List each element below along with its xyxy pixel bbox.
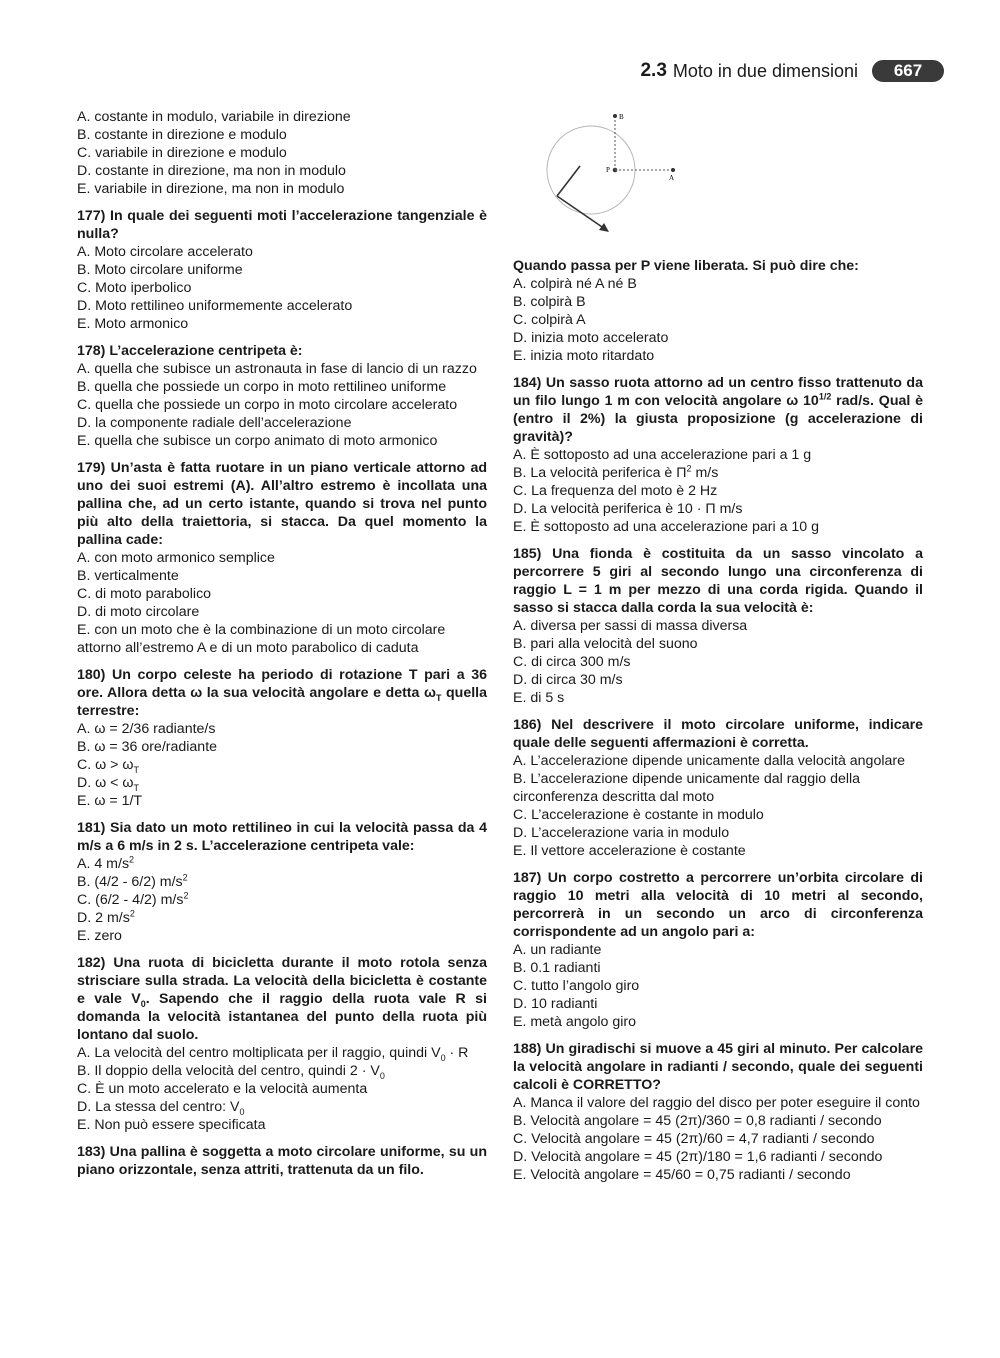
option: E. quella che subisce un corpo animato di moto armonico [77,433,438,449]
question-text: 188) Un giradischi si muove a 45 giri al minuto. Per calcolare la velocità angolare in radianti / secondo, quale dei seguenti calcoli è CORRETTO? [513,1041,923,1093]
option: A. 4 $m/s^2$ [77,854,135,872]
option: B. quella che possiede un corpo in moto rettilineo uniforme [77,379,447,395]
option: C. L’accelerazione è costante in modulo [513,807,764,823]
option: E. Velocità angolare = 45/60 = 0,75 radianti / secondo [513,1167,851,1183]
option: C. (6/2 - 4/2) $m/s^2$ [77,890,189,908]
question-text: 182) Una ruota di bicicletta durante il moto rotola senza strisciare sulla strada. La velocità della bicicletta è costante e vale $V_0$. Sapendo che il raggio della ruota vale R si domanda la velocità istantanea del punto della ruota più lontano dal suolo. [77,955,488,1043]
option: E. con un moto che è la combinazione di un moto circolare attorno all’estremo A e di un moto parabolico di caduta [77,622,446,656]
label-a: A [669,174,675,182]
option: B. pari alla velocità del suono [513,636,698,652]
point-a [671,168,675,172]
option: C. Moto iperbolico [77,280,192,296]
option: E. variabile in direzione, ma non in modulo [77,181,345,197]
option: D. 2 $m/s^2$ [77,908,135,926]
option: B. L’accelerazione dipende unicamente dal raggio della circonferenza descritta dal moto [513,771,861,805]
option: A. ω = 2/36 radiante/s [77,721,216,737]
option: E. ω = 1/T [77,793,143,809]
question-180 [77,666,487,810]
option: C. $\omega > \omega_T$ [77,757,139,775]
circle-trajectory [547,126,635,214]
option: C. È un moto accelerato e la velocità aumenta [77,1081,368,1097]
option: D. la componente radiale dell’accelerazione [77,415,352,431]
label-p: P [606,166,610,174]
left-column [77,108,487,1188]
option: D. costante in direzione, ma non in modulo [77,163,346,179]
option: D. Velocità angolare = 45 (2π)/180 = 1,6 radianti / secondo [513,1149,883,1165]
label-b: B [619,113,624,121]
option: E. inizia moto ritardato [513,348,655,364]
option: B. ω = 36 ore/radiante [77,739,218,755]
option: A. Moto circolare accelerato [77,244,253,260]
question-187 [513,869,923,1031]
question-text: 184) Un sasso ruota attorno ad un centro fisso trattenuto da un filo lungo 1 m con velocità angolare ω $10^{1/2}$ rad/s. Qual è (entro il 2%) la giusta proposizione (g accelerazione di gravità)? [513,375,923,445]
option: D. L’accelerazione varia in modulo [513,825,730,841]
question-181 [77,819,487,945]
option: C. variabile in direzione e modulo [77,145,287,161]
right-column [513,108,923,1193]
string-line [557,196,605,229]
option: D. di circa 30 m/s [513,672,623,688]
question-text: 179) Un’asta è fatta ruotare in un piano verticale attorno ad uno dei suoi estremi (A). All’altro estremo è incollata una pallina che, ad un certo istante, quando si trova nel punto più alto della traiettoria, si stacca. Da quel momento la pallina cade: [77,460,487,548]
question-text: 183) Una pallina è soggetta a moto circolare uniforme, su un piano orizzontale, senza attriti, trattenuta da un filo. [77,1144,487,1178]
option: A. L’accelerazione dipende unicamente dalla velocità angolare [513,753,905,769]
option: E. Non può essere specificata [77,1117,266,1133]
option: B. Velocità angolare = 45 (2π)/360 = 0,8 radianti / secondo [513,1113,882,1129]
option: C. di circa 300 m/s [513,654,631,670]
radius-line [557,166,580,196]
option: C. colpirà A [513,312,586,328]
option: D. La velocità periferica è 10 · Π m/s [513,501,743,517]
option: E. metà angolo giro [513,1014,637,1030]
question-text: 185) Una fionda è costituita da un sasso vincolato a percorrere 5 giri al secondo lungo una circonferenza di raggio L = 1 m per mezzo di una corda rigida. Quando il sasso si stacca dalla corda la sua velocità è: [513,546,923,616]
option: C. La frequenza del moto è 2 Hz [513,483,718,499]
option: B. (4/2 - 6/2) $m/s^2$ [77,872,188,890]
option: D. $\omega < \omega_T$ [77,775,139,793]
option: B. costante in direzione e modulo [77,127,287,143]
option: A. Manca il valore del raggio del disco per poter eseguire il conto [513,1095,920,1111]
question-177 [77,207,487,333]
option: C. tutto l’angolo giro [513,978,640,994]
option: C. Velocità angolare = 45 (2π)/60 = 4,7 radianti / secondo [513,1131,875,1147]
option: A. La velocità del centro moltiplicata per il raggio, quindi $V_0 \cdot R$ [77,1045,469,1063]
option: E. Moto armonico [77,316,189,332]
option: A. costante in modulo, variabile in direzione [77,109,351,125]
option: C. quella che possiede un corpo in moto circolare accelerato [77,397,458,413]
section-title: Moto in due dimensioni [672,60,858,81]
page-header [640,58,944,84]
option: A. diversa per sassi di massa diversa [513,618,748,634]
option: D. di moto circolare [77,604,200,620]
section-number: 2.3 [640,60,667,81]
option: A. È sottoposto ad una accelerazione pari a 1 g [513,447,812,463]
question-183 [77,1143,487,1179]
circular-motion-diagram [513,108,923,248]
question-176-options [77,108,487,198]
question-text: 177) In quale dei seguenti moti l’accelerazione tangenziale è nulla? [77,208,487,242]
option: A. con moto armonico semplice [77,550,275,566]
question-186 [513,716,923,860]
option: D. inizia moto accelerato [513,330,669,346]
question-178 [77,342,487,450]
question-text: 178) L’accelerazione centripeta è: [77,343,303,359]
option: B. 0.1 radianti [513,960,601,976]
page-number-badge: 667 [872,60,944,82]
question-text: 186) Nel descrivere il moto circolare uniforme, indicare quale delle seguenti affermazioni è corretta. [513,717,923,751]
option: B. Moto circolare uniforme [77,262,243,278]
option: E. di 5 s [513,690,565,706]
option: B. Il doppio della velocità del centro, quindi $2 \cdot V_0$ [77,1063,385,1081]
question-182 [77,954,487,1134]
question-183-continued [513,257,923,365]
option: D. La stessa del centro: $V_0$ [77,1099,245,1117]
arrow-head [599,223,609,232]
question-text: Quando passa per P viene liberata. Si può dire che: [513,258,859,274]
question-text: 181) Sia dato un moto rettilineo in cui la velocità passa da 4 m/s a 6 m/s in 2 s. L’accelerazione centripeta vale: [77,820,487,854]
question-184 [513,374,923,536]
option: A. un radiante [513,942,602,958]
option: E. È sottoposto ad una accelerazione pari a 10 g [513,519,820,535]
option: E. Il vettore accelerazione è costante [513,843,746,859]
option: E. zero [77,928,122,944]
option: B. colpirà B [513,294,586,310]
option: A. colpirà né A né B [513,276,637,292]
point-b [613,114,617,118]
option: A. quella che subisce un astronauta in fase di lancio di un razzo [77,361,477,377]
option: B. verticalmente [77,568,179,584]
question-185 [513,545,923,707]
option: D. 10 radianti [513,996,598,1012]
option: D. Moto rettilineo uniformemente accelerato [77,298,353,314]
question-text: 180) Un corpo celeste ha periodo di rotazione T pari a 36 ore. Allora detta ω la sua velocità angolare e detta $\omega_T$ quella terrestre: [77,667,487,719]
option: C. di moto parabolico [77,586,212,602]
option: B. La velocità periferica è $\Pi^2$ m/s [513,463,719,481]
question-188 [513,1040,923,1184]
question-text: 187) Un corpo costretto a percorrere un’orbita circolare di raggio 10 metri alla velocità di 10 metri al secondo, percorrerà in un secondo un arco di circonferenza corrispondente ad un angolo pari a: [513,870,923,940]
question-179 [77,459,487,657]
